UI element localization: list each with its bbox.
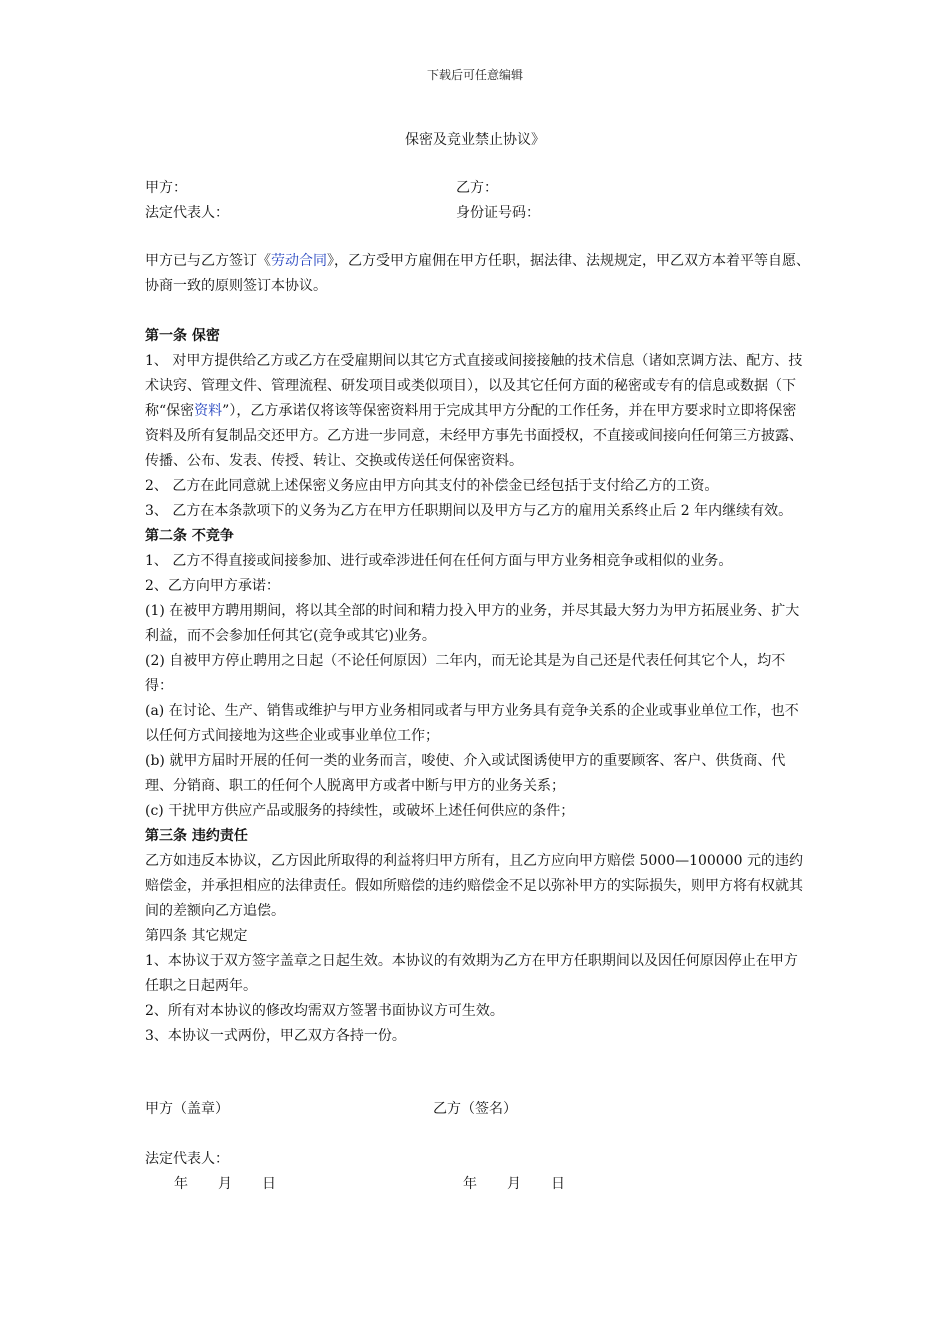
article2-sub1: (1) 在被甲方聘用期间，将以其全部的时间和精力投入甲方的业务，并尽其最大努力为甲方拓展业务、扩大利益，而不会参加任何其它(竞争或其它)业务。	[145, 603, 800, 644]
article1-item3: 3、 乙方在本条款项下的义务为乙方在甲方任职期间以及甲方与乙方的雇用关系终止后 2 年内继续有效。	[145, 503, 793, 519]
intro-paragraph	[145, 249, 810, 299]
party-a-year-label: 年	[174, 1176, 188, 1192]
article2-heading: 第二条 不竞争	[145, 528, 234, 544]
id-number-label: 身份证号码：	[456, 205, 540, 221]
document-title: 保密及竞业禁止协议》	[405, 132, 545, 148]
party-a-seal-label: 甲方（盖章）	[145, 1101, 229, 1117]
article4-item2: 2、所有对本协议的修改均需双方签署书面协议方可生效。	[145, 1003, 504, 1019]
article1-item2: 2、 乙方在此同意就上述保密义务应由甲方向其支付的补偿金已经包括于支付给乙方的工资。	[145, 478, 719, 494]
article2-sub2: (2) 自被甲方停止聘用之日起（不论任何原因）二年内，而无论其是为自己还是代表任何其它个人，均不得：	[145, 653, 786, 694]
intro-text-start: 甲方已与乙方签订《	[145, 253, 271, 269]
party-a-label: 甲方：	[145, 180, 187, 196]
article1-item1	[145, 349, 810, 474]
article2-item1: 1、 乙方不得直接或间接参加、进行或牵涉进任何在任何方面与甲方业务相竞争或相似的业务。	[145, 553, 733, 569]
party-b-month-label: 月	[507, 1176, 521, 1192]
article2-item2: 2、乙方向甲方承诺：	[145, 578, 280, 594]
party-b-label: 乙方：	[456, 180, 498, 196]
article1-heading: 第一条 保密	[145, 328, 220, 344]
article3-heading: 第三条 违约责任	[145, 828, 248, 844]
article1-item1-end: ”），乙方承诺仅将该等保密资料用于完成其甲方分配的工作任务，并在甲方要求时立即将保密资料及所有复制品交还甲方。乙方进一步同意，未经甲方事先书面授权，不直接或间接向任何第三方披露、传播、公布、发表、传授、转让、交换或传送任何保密资料。	[145, 403, 803, 469]
article2-sub-a: (a) 在讨论、生产、销售或维护与甲方业务相同或者与甲方业务具有竞争关系的企业或事业单位工作，也不以任何方式间接地为这些企业或事业单位工作；	[145, 703, 799, 744]
article1-item1-start: 1、 对甲方提供给乙方或乙方在受雇期间以其它方式直接或间接接触的技术信息（诸如烹调方法、配方、技术诀窍、管理文件、管理流程、研发项目或类似项目），以及其它任何方面的秘密或专有的信息或数据（下称“保密	[145, 353, 803, 419]
party-b-date	[463, 1173, 565, 1193]
article2-sub-c: (c) 干扰甲方供应产品或服务的持续性，或破坏上述任何供应的条件；	[145, 803, 575, 819]
signature-legal-rep-label: 法定代表人：	[145, 1151, 229, 1167]
party-a-month-label: 月	[218, 1176, 232, 1192]
labor-contract-link[interactable]: 劳动合同	[271, 253, 327, 269]
article4-item3: 3、本协议一式两份，甲乙双方各持一份。	[145, 1028, 406, 1044]
materials-link[interactable]: 资料	[194, 403, 223, 419]
article4-item1: 1、本协议于双方签字盖章之日起生效。本协议的有效期为乙方在甲方任职期间以及因任何原因停止在甲方任职之日起两年。	[145, 953, 798, 994]
legal-rep-label: 法定代表人：	[145, 205, 229, 221]
header-note: 下载后可任意编辑	[426, 68, 523, 82]
party-b-day-label: 日	[551, 1176, 565, 1192]
article4-heading: 第四条 其它规定	[145, 928, 248, 944]
party-a-day-label: 日	[262, 1176, 276, 1192]
article2-sub-b: (b) 就甲方届时开展的任何一类的业务而言，唆使、介入或试图诱使甲方的重要顾客、客户、供货商、代理、分销商、职工的任何个人脱离甲方或者中断与甲方的业务关系；	[145, 753, 786, 794]
agreement-body	[145, 324, 810, 1049]
party-a-date	[174, 1173, 276, 1193]
article3-text: 乙方如违反本协议，乙方因此所取得的利益将归甲方所有，且乙方应向甲方赔偿 5000—100000 元的违约赔偿金，并承担相应的法律责任。假如所赔偿的违约赔偿金不足以弥补甲方的实际损失，则甲方将有权就其间的差额向乙方追偿。	[145, 853, 803, 919]
party-b-sign-label: 乙方（签名）	[433, 1101, 517, 1117]
intro-text-end: 》，乙方受甲方雇佣在甲方任职，据法律、法规规定，甲乙双方本着平等自愿、协商一致的原则签订本协议。	[145, 253, 810, 294]
party-b-year-label: 年	[463, 1176, 477, 1192]
